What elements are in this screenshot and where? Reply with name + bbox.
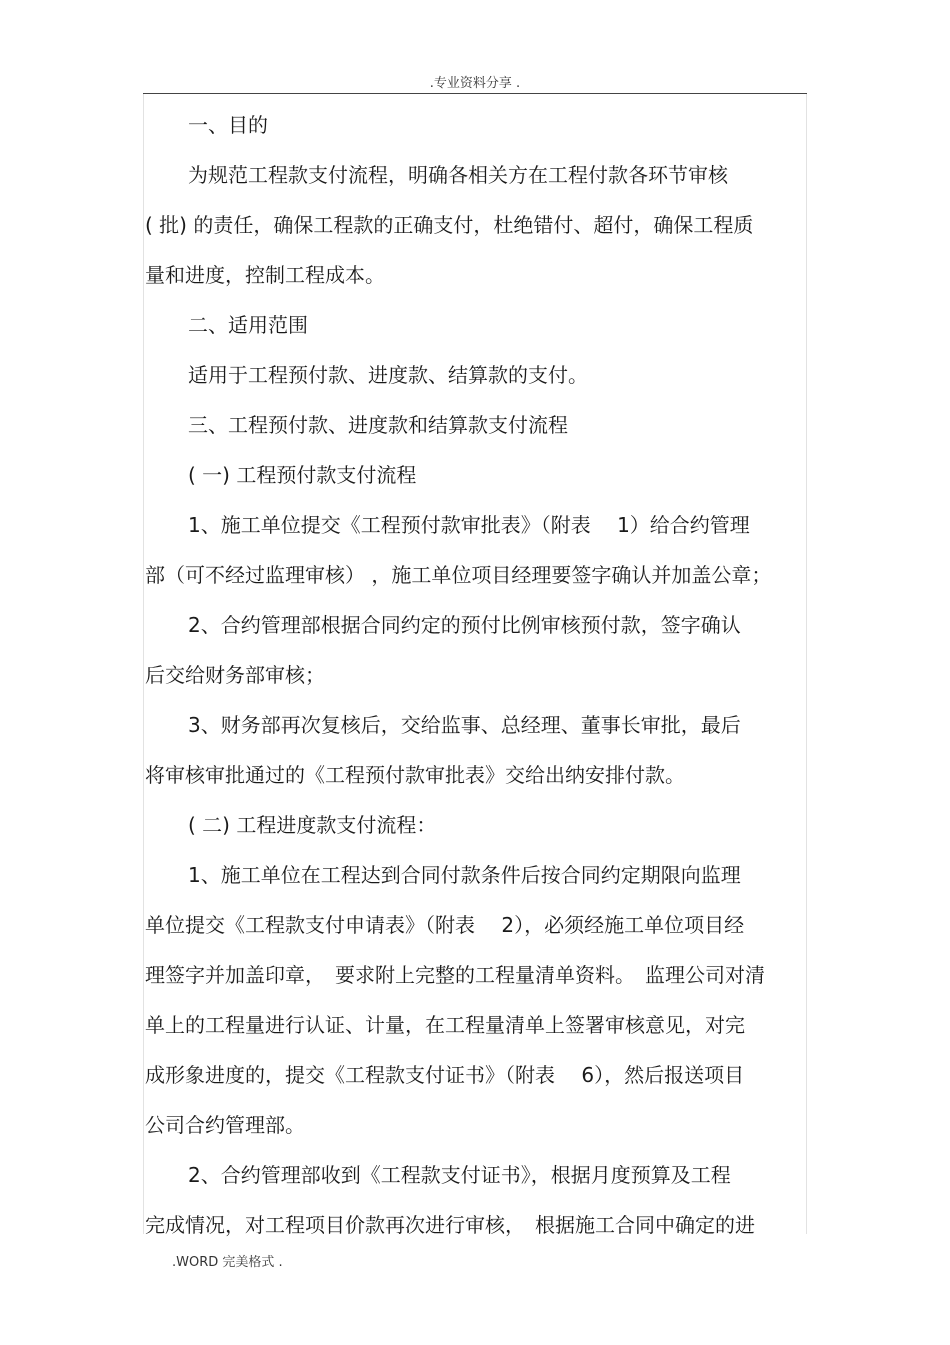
- subsection-heading-advance: ( 一) 工程预付款支付流程: [188, 463, 417, 487]
- paragraph-line: 1、施工单位提交《工程预付款审批表》（附表 1）给合约管理: [188, 513, 750, 537]
- paragraph-line: 单位提交《工程款支付申请表》（附表 2），必须经施工单位项目经: [145, 913, 745, 937]
- section-heading-process: 三、工程预付款、进度款和结算款支付流程: [188, 413, 568, 437]
- right-margin-rule: [806, 94, 807, 1234]
- paragraph-line: 完成情况，对工程项目价款再次进行审核， 根据施工合同中确定的进: [145, 1213, 755, 1237]
- left-margin-rule: [143, 94, 144, 1234]
- paragraph-line: 2、合约管理部收到《工程款支付证书》，根据月度预算及工程: [188, 1163, 731, 1187]
- paragraph-line: 量和进度，控制工程成本。: [145, 263, 385, 287]
- header-divider: [143, 93, 807, 94]
- paragraph-line: 部（可不经过监理审核） ，施工单位项目经理要签字确认并加盖公章；: [145, 563, 772, 587]
- page-footer: .WORD 完美格式 .: [172, 1255, 283, 1270]
- section-heading-purpose: 一、目的: [188, 113, 268, 137]
- paragraph-line: 1、施工单位在工程达到合同付款条件后按合同约定期限向监理: [188, 863, 741, 887]
- subsection-heading-progress: ( 二) 工程进度款支付流程：: [188, 813, 437, 837]
- document-body: [145, 100, 805, 1250]
- paragraph-line: 后交给财务部审核；: [145, 663, 325, 687]
- paragraph-line: 公司合约管理部。: [145, 1113, 305, 1137]
- page-header: .专业资料分享 .: [429, 76, 521, 91]
- paragraph-line: 成形象进度的，提交《工程款支付证书》（附表 6），然后报送项目: [145, 1063, 745, 1087]
- paragraph-line: 将审核审批通过的《工程预付款审批表》交给出纳安排付款。: [145, 763, 685, 787]
- section-heading-scope: 二、适用范围: [188, 313, 308, 337]
- paragraph-line: 为规范工程款支付流程，明确各相关方在工程付款各环节审核: [188, 163, 728, 187]
- paragraph-line: 单上的工程量进行认证、计量，在工程量清单上签署审核意见，对完: [145, 1013, 745, 1037]
- paragraph-line: 3、财务部再次复核后，交给监事、总经理、董事长审批，最后: [188, 713, 741, 737]
- paragraph-line: 2、合约管理部根据合同约定的预付比例审核预付款，签字确认: [188, 613, 741, 637]
- paragraph-line: ( 批) 的责任，确保工程款的正确支付，杜绝错付、超付，确保工程质: [145, 213, 754, 237]
- paragraph-line: 理签字并加盖印章， 要求附上完整的工程量清单资料。 监理公司对清: [145, 963, 765, 987]
- paragraph-line: 适用于工程预付款、进度款、结算款的支付。: [188, 363, 588, 387]
